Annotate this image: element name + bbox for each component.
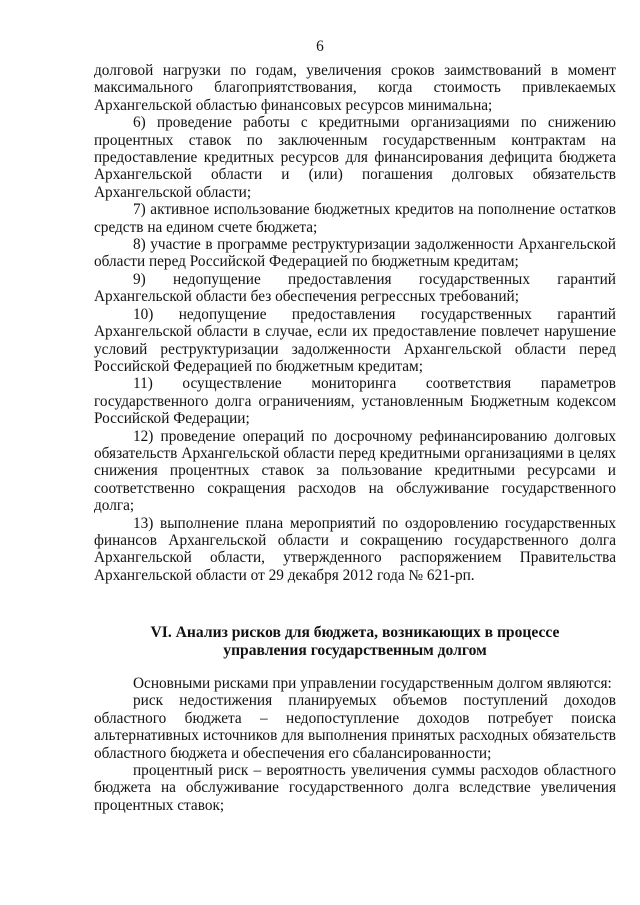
- document-body: [94, 62, 616, 584]
- list-item-10: 10) недопущение предоставления государственных гарантий Архангельской области в случае, если их предоставление повлечет нарушение условий реструктуризации задолженности Архангельской области перед Российской Федерацией по бюджетным кредитам;: [94, 305, 616, 375]
- list-item-6: 6) проведение работы с кредитными организациями по снижению процентных ставок по заключенным государственным контрактам на предоставление кредитных ресурсов для финансирования дефицита бюджета Архангельской области и (или) погашения долговых обязательств Архангельской области;: [94, 114, 616, 201]
- risk-interest-rate: процентный риск – вероятность увеличения суммы расходов областного бюджета на обслуживание государственного долга вследствие увеличения процентных ставок;: [94, 762, 616, 814]
- list-item-7: 7) активное использование бюджетных кредитов на пополнение остатков средств на едином счете бюджета;: [94, 201, 616, 236]
- risk-revenue-shortfall: риск недостижения планируемых объемов поступлений доходов областного бюджета – недопоступление доходов потребует поиска альтернативных источников для выполнения принятых расходных обязательств областного бюджета и обеспечения его сбалансированности;: [94, 692, 616, 762]
- paragraph-continuation: долговой нагрузки по годам, увеличения сроков заимствований в момент максимального благоприятствования, когда стоимость привлекаемых Архангельской областью финансовых ресурсов минимальна;: [94, 62, 616, 114]
- list-item-13: 13) выполнение плана мероприятий по оздоровлению государственных финансов Архангельской области и сокращению государственного долга Архангельской области, утвержденного распоряжением Правительства Архангельской области от 29 декабря 2012 года № 621-рп.: [94, 514, 616, 584]
- section-heading: [94, 624, 616, 660]
- list-item-11: 11) осуществление мониторинга соответствия параметров государственного долга ограничениям, установленным Бюджетным кодексом Российской Федерации;: [94, 375, 616, 428]
- section-heading-line-1: VI. Анализ рисков для бюджета, возникающих в процессе: [150, 624, 560, 641]
- risks-intro: Основными рисками при управлении государственным долгом являются:: [133, 675, 612, 692]
- section-body: [94, 675, 616, 814]
- list-item-8: 8) участие в программе реструктуризации задолженности Архангельской области перед Российской Федерацией по бюджетным кредитам;: [94, 236, 616, 271]
- section-heading-line-2: управления государственным долгом: [223, 642, 487, 659]
- list-item-12: 12) проведение операций по досрочному рефинансированию долговых обязательств Архангельской области перед кредитными организациями в целях снижения процентных ставок за пользование кредитными ресурсами и соответственно сокращения расходов на обслуживание государственного долга;: [94, 427, 616, 515]
- page-number: 6: [316, 38, 324, 55]
- list-item-9: 9) недопущение предоставления государственных гарантий Архангельской области без обеспечения регрессных требований;: [94, 270, 616, 306]
